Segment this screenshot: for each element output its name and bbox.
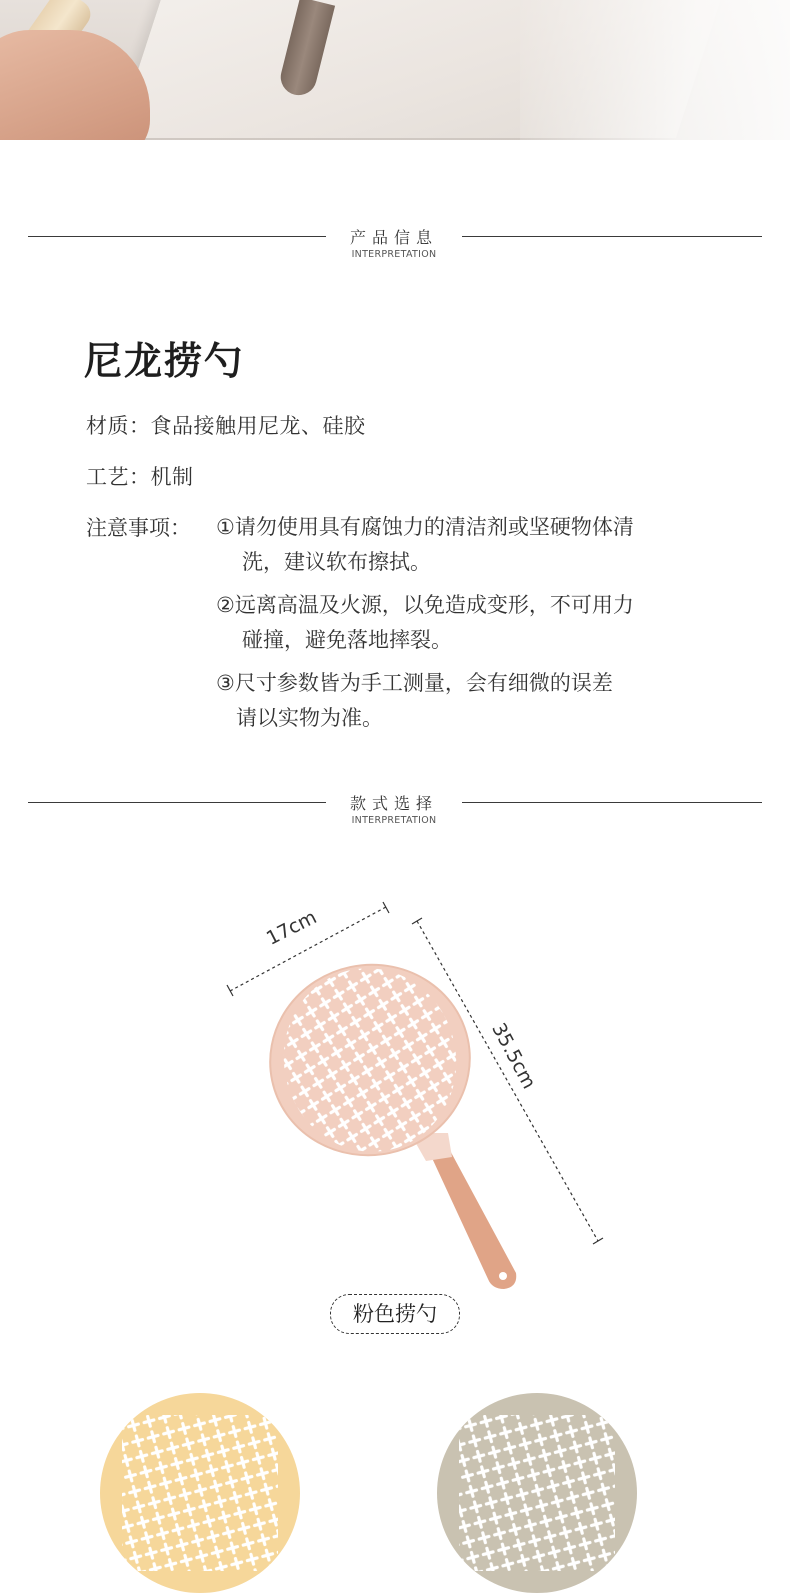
divider-right: [462, 236, 762, 237]
ladle-handle-shape: [426, 1143, 516, 1289]
note-line: ①请勿使用具有腐蚀力的清洁剂或坚硬物体清: [216, 515, 634, 539]
section-header-style-select: [0, 794, 790, 841]
divider-right: [462, 802, 762, 803]
material-text: 材质：食品接触用尼龙、硅胶: [86, 414, 366, 438]
note-item: [216, 668, 736, 738]
grey-ladle-bowl: [437, 1393, 637, 1593]
notes-label: 注意事项：: [86, 516, 191, 540]
section-title: 产品信息: [349, 228, 438, 247]
product-name: 尼龙捞勺: [84, 338, 245, 383]
note-line: 请以实物为准。: [236, 706, 383, 730]
variant-label-pink: 粉色捞勺: [330, 1294, 460, 1334]
hand: [0, 30, 150, 140]
section-header-product-info: [0, 228, 790, 275]
ladle-illustration: [220, 895, 620, 1305]
hero-photo: [0, 0, 790, 140]
section-subtitle: INTERPRETATION: [351, 815, 437, 826]
yellow-ladle-bowl: [100, 1393, 300, 1593]
height-label: 35.5cm: [487, 1019, 541, 1093]
divider-left: [28, 236, 326, 237]
note-line: 洗，建议软布擦拭。: [242, 550, 431, 574]
note-line: 碰撞，避免落地摔裂。: [242, 628, 452, 652]
section-subtitle: INTERPRETATION: [351, 249, 437, 260]
ladle-dimension-diagram: [220, 895, 620, 1305]
ladle-bowl: [251, 941, 488, 1178]
note-line: ③尺寸参数皆为手工测量，会有细微的误差: [216, 671, 613, 695]
divider-left: [28, 802, 326, 803]
note-line: ②远离高温及火源，以免造成变形，不可用力: [216, 593, 634, 617]
section-title: 款式选择: [349, 794, 438, 813]
note-item: [216, 590, 736, 660]
note-item: [216, 512, 736, 582]
variant-thumbnail-grey: [437, 1393, 637, 1593]
light-reflection: [520, 0, 790, 140]
notes-list: [216, 512, 736, 746]
variant-thumbnail-yellow: [100, 1393, 300, 1593]
craft-text: 工艺：机制: [86, 465, 194, 489]
width-label: 17cm: [262, 906, 321, 950]
